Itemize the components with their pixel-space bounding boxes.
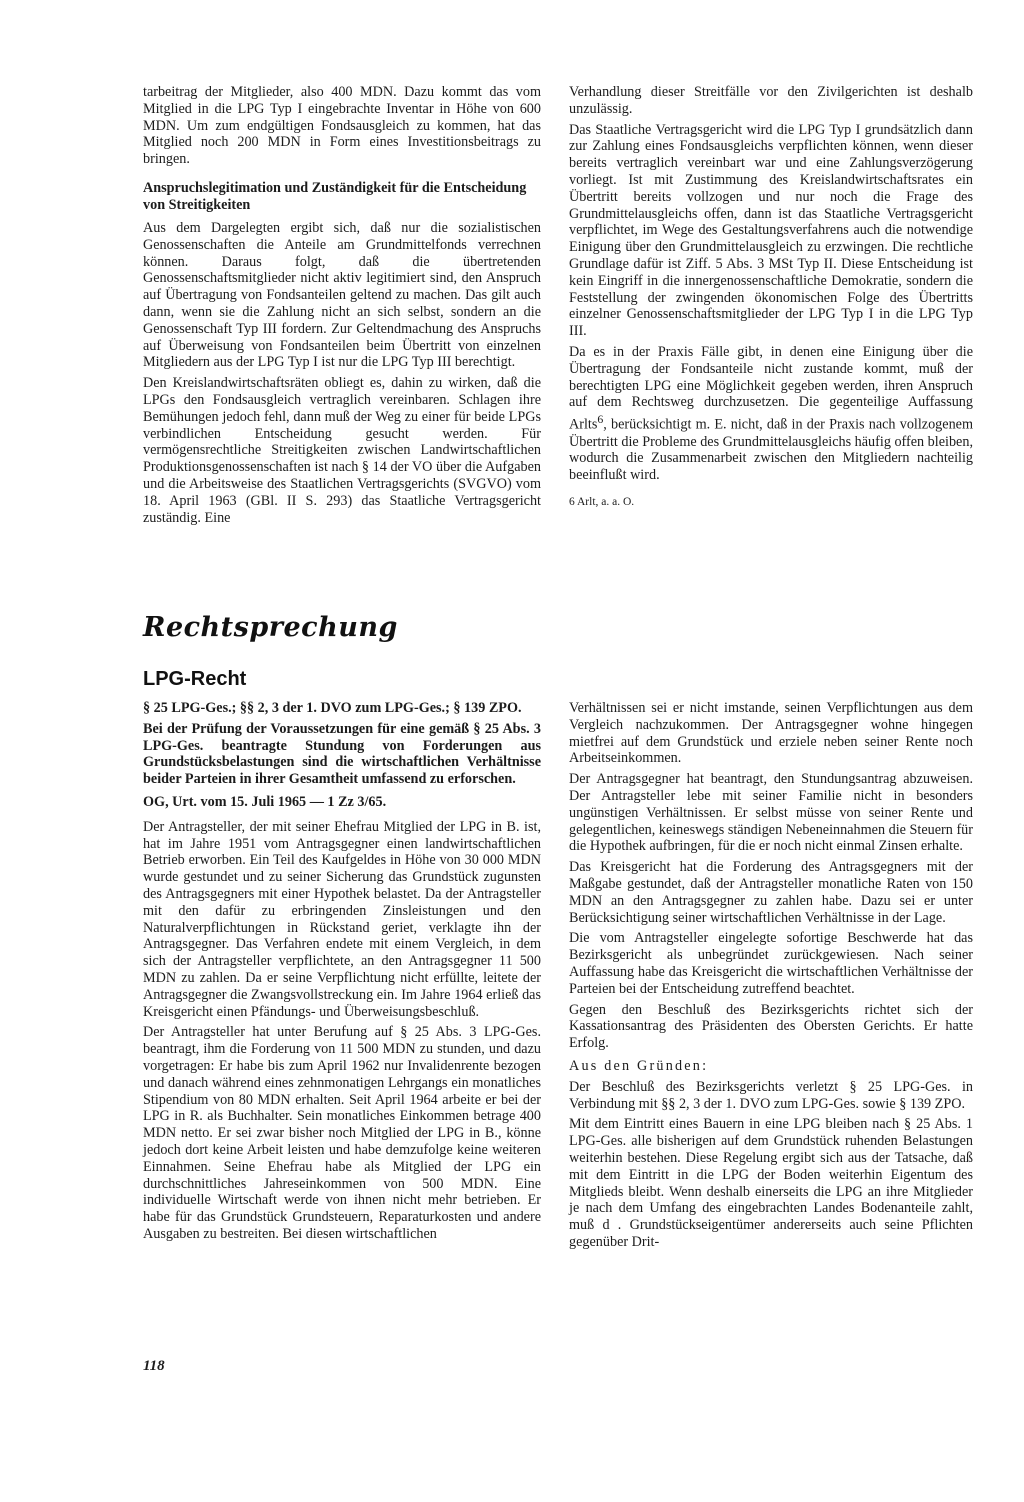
page-number: 118 — [143, 1358, 165, 1374]
paragraph: Der Antragsgegner hat beantragt, den Stundungsantrag abzuweisen. Der Antragsteller lebe mit seiner Familie nicht in besonders ungünstigen Verhältnissen. Er selbst müsse von seiner Rente und gelegentlichen, keineswegs ständigen Nebeneinnahmen die Steuern für die Hypothek aufbringen, für die er noch nicht einmal Zinsen erhalte. — [569, 771, 973, 855]
paragraph: Der Antragsteller hat unter Berufung auf § 25 Abs. 3 LPG-Ges. beantragt, ihm die Forderung von 11 500 MDN zu stunden, und dazu vorgetragen: Er habe bis zum April 1962 nur Invalidenrente bezogen und danach während eines zehnmonatigen Lehrgangs ein monatliches Stipendium von 80 MDN erhalten. Seit April 1964 arbeite er bei der LPG in R. als Buchhalter. Sein monatliches Einkommen betrage 400 MDN netto. Er sei zwar bisher noch Mitglied der LPG in B., könne jedoch dort keine Arbeit leisten und habe demzufolge keine weiteren Einnahmen. Seine Ehefrau habe als Mitglied der LPG ein durchschnittliches Jahreseinkommen von 500 MDN. Eine individuelle Wirtschaft werde von ihnen nicht mehr betrieben. Er habe für das Grundstück Grundsteuern, Reparaturkosten und andere Ausgaben zu bestreiten. Bei diesen wirtschaftlichen — [143, 1024, 541, 1242]
paragraph: Die vom Antragsteller eingelegte sofortige Beschwerde hat das Bezirksgericht als unbegründet zurückgewiesen. Nach seiner Auffassung habe das Kreisgericht die wirtschaftlichen Verhältnisse der Parteien bei der Entscheidung zutreffend beachtet. — [569, 930, 973, 997]
paragraph: tarbeitrag der Mitglieder, also 400 MDN. Dazu kommt das vom Mitglied in die LPG Typ I eingebrachte Inventar in Höhe von 600 MDN. Um zum endgültigen Fondsausgleich zu kommen, hat das Mitglied noch 200 MDN in Form eines Investitionsbeitrags zu bringen. — [143, 84, 541, 168]
paragraph: Das Staatliche Vertragsgericht wird die LPG Typ I grundsätzlich dann zur Zahlung eines Fondsausgleichs verpflichten können, wenn dieser bereits vertraglich vereinbart war und eine Zahlungsverzögerung vorliegt. Ist mit Zustimmung des Kreislandwirtschaftsrates ein Übertritt bereits vollzogen und nur noch die Frage des Grundmittelausgleichs offen, dann ist das Staatliche Vertragsgericht verpflichtet, im Wege des Gestaltungsverfahrens auch die notwendige Einigung über den Grundmittelausgleich zu erzwingen. Die rechtliche Grundlage dafür ist Ziff. 5 Abs. 3 MSt Typ II. Diese Entscheidung ist kein Eingriff in die innergenossenschaftliche Demokratie, sondern die Feststellung der zwingenden ökonomischen Folge des Übertritts einzelner Genossenschaftsmitglieder der LPG Typ I in die LPG Typ III. — [569, 121, 973, 340]
section-title: Rechtsprechung — [143, 612, 398, 643]
paragraph — [569, 344, 973, 484]
paragraph-text: Da es in der Praxis Fälle gibt, in denen eine Einigung über die Übertragung der Fondsanteile nicht zustande kommt, muß der berechtigten LPG eine Möglichkeit gegeben werden, ihren Anspruch auf dem Rechtsweg durchzusetzen. Die gegenteilige Auffassung Arlts — [569, 343, 973, 433]
top-right-column — [569, 84, 973, 515]
footnote-ref: 6 — [597, 412, 604, 427]
paragraph: Den Kreislandwirtschaftsräten obliegt es, dahin zu wirken, daß die LPGs den Fondsausgleich vertraglich vereinbaren. Schlagen ihre Bemühungen jedoch fehl, dann muß der Weg zu einer für beide LPGs verbindlichen Entscheidung gesucht werden. Für vermögensrechtliche Streitigkeiten zwischen Landwirtschaftlichen Produktionsgenossenschaften ist nach § 14 der VO über die Aufgaben und die Arbeitsweise des Staatlichen Vertragsgerichts (SVGVO) vom 18. April 1963 (GBl. II S. 293) das Staatliche Vertragsgericht zuständig. Eine — [143, 375, 541, 526]
top-left-column — [143, 84, 541, 530]
headnote: Bei der Prüfung der Voraussetzungen für eine gemäß § 25 Abs. 3 LPG-Ges. beantragte Stundung von Forderungen aus Grundstücksbelastungen sind die wirtschaftlichen Verhältnisse beider Parteien in ihrer Gesamtheit umfassend zu erforschen. — [143, 720, 541, 788]
paragraph: Verhandlung dieser Streitfälle vor den Zivilgerichten ist deshalb unzulässig. — [569, 84, 973, 117]
paragraph: Mit dem Eintritt eines Bauern in eine LPG bleiben nach § 25 Abs. 1 LPG-Ges. alle bisherigen auf dem Grundstück ruhenden Belastungen weiterhin bestehen. Diese Regelung ergibt sich aus der Tatsache, daß mit dem Eintritt in die LPG der Boden weiterhin Eigentum des Mitglieds bleibt. Wenn deshalb einerseits die LPG an ihre Mitglieder je nach dem Umfang des eingebrachten Landes Bodenanteile zahlt, muß d . Grundstückseigentümer andererseits auch seine Pflichten gegenüber Drit- — [569, 1116, 973, 1250]
paragraph-text: , berücksichtigt m. E. nicht, daß in der Praxis nach vollzogenem Übertritt die Probleme des Grundmittelausgleichs häufig offen bleiben, wodurch die Zusammenarbeit zwischen den Mitgliedern nachteilig beeinflußt wird. — [569, 416, 973, 484]
paragraph: Das Kreisgericht hat die Forderung des Antragsgegners mit der Maßgabe gestundet, daß der Antragsteller monatliche Raten von 150 MDN an den Antragsgegner zu zahlen habe. Dazu sei er unter Berücksichtigung seiner wirtschaftlichen Verhältnisse in der Lage. — [569, 859, 973, 926]
legal-citation: § 25 LPG-Ges.; §§ 2, 3 der 1. DVO zum LPG-Ges.; § 139 ZPO. — [143, 700, 522, 716]
paragraph: Der Beschluß des Bezirksgerichts verletzt § 25 LPG-Ges. in Verbindung mit §§ 2, 3 der 1. DVO zum LPG-Ges. sowie § 139 ZPO. — [569, 1078, 973, 1112]
subsection-title: LPG-Recht — [143, 668, 247, 690]
reasons-heading: Aus den Gründen: — [569, 1057, 709, 1074]
paragraph: Aus dem Dargelegten ergibt sich, daß nur die sozialistischen Genossenschaften die Anteile am Grundmittelfonds verrechnen können. Daraus folgt, daß die übertretenden Genossenschaftsmitglieder nicht aktiv legitimiert sind, den Anspruch auf Übertragung von Fondsanteilen geltend zu machen. Das gilt auch dann, wenn sie die Zahlung nicht an sich selbst, sondern an die Genossenschaft Typ III fordern. Zur Geltendmachung des Anspruchs auf Überweisung von Fondsanteilen beim Übertritt von einzelnen Mitgliedern aus der LPG Typ I ist nur die LPG Typ III berechtigt. — [143, 219, 541, 371]
paragraph: Der Antragsteller, der mit seiner Ehefrau Mitglied der LPG in B. ist, hat im Jahre 1951 vom Antragsgegner einen landwirtschaftlichen Betrieb erworben. Ein Teil des Kaufgeldes in Höhe von 30 000 MDN wurde gestundet und zu seiner Sicherung das Grundstück zugunsten des Antragsgegners mit einer Hypothek belastet. Da der Antragsteller mit den dafür zu erbringenden Zinsleistungen und den Naturalverpflichtungen in Rückstand geriet, verklagte ihn der Antragsgegner. Das Verfahren endete mit einem Vergleich, in dem sich der Antragsteller verpflichtete, an den Antragsgegner 11 500 MDN zu zahlen. Da er seine Verpflichtung nicht erfüllte, leitete der Antragsgegner die Zwangsvollstreckung ein. Im Jahre 1964 erließ das Kreisgericht einen Pfändungs- und Überweisungsbeschluß. — [143, 818, 541, 1020]
bottom-right-column — [569, 700, 973, 1255]
paragraph: Gegen den Beschluß des Bezirksgerichts richtet sich der Kassationsantrag des Präsidenten des Obersten Gerichts. Er hatte Erfolg. — [569, 1001, 973, 1052]
bottom-left-column — [143, 700, 541, 1247]
footnote: 6 Arlt, a. a. O. — [569, 496, 635, 509]
section-heading: Anspruchslegitimation und Zuständigkeit für die Entscheidung von Streitigkeiten — [143, 179, 527, 213]
paragraph: Verhältnissen sei er nicht imstande, seinen Verpflichtungen aus dem Vergleich nachzukommen. Der Antragsgegner wohne hingegen mietfrei auf dem Grundstück und erziele neben seiner Rente noch Arbeitseinkommen. — [569, 700, 973, 767]
court-reference: OG, Urt. vom 15. Juli 1965 — 1 Zz 3/65. — [143, 793, 387, 810]
